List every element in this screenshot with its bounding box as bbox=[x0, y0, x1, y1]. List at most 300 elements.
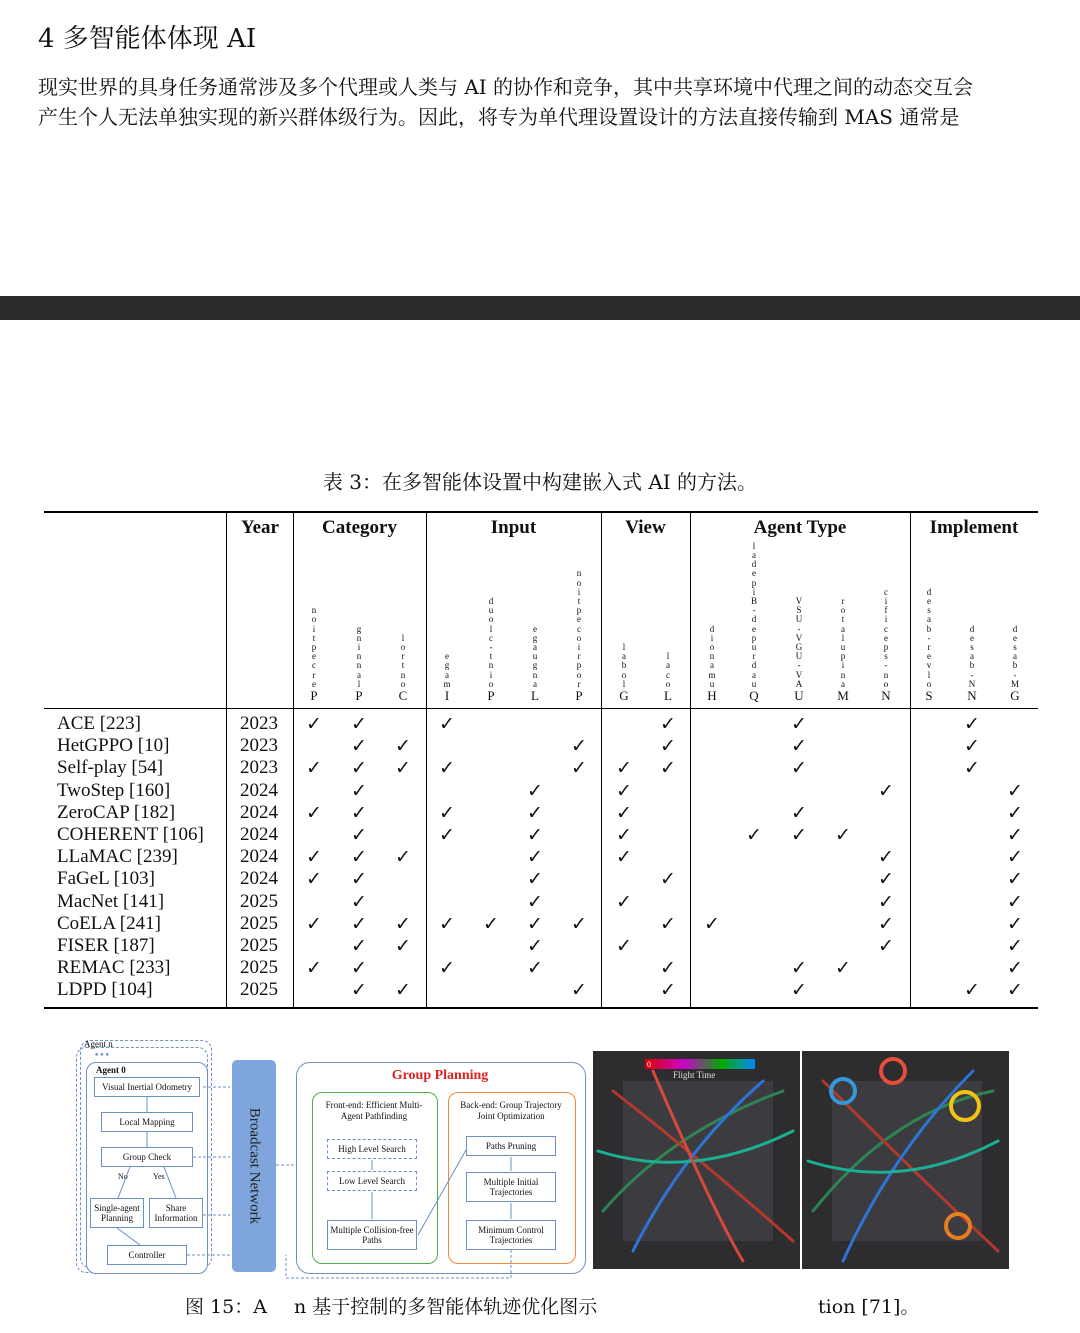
check-mark: ✓ bbox=[1007, 801, 1023, 824]
check-mark: ✓ bbox=[351, 846, 367, 869]
check-mark: ✓ bbox=[351, 757, 367, 780]
check-mark: ✓ bbox=[964, 713, 980, 735]
column-header-char: c bbox=[665, 669, 670, 680]
check-mark: ✓ bbox=[616, 801, 632, 824]
column-header-char: o bbox=[400, 678, 406, 689]
column-header bbox=[876, 530, 896, 702]
column-header-char: r bbox=[577, 651, 581, 662]
check-mark: ✓ bbox=[351, 912, 367, 935]
check-mark: ✓ bbox=[616, 824, 632, 846]
column-header-char: U bbox=[794, 688, 804, 703]
column-header-char: n bbox=[840, 669, 846, 680]
check-mark: ✓ bbox=[835, 824, 851, 846]
check-mark: ✓ bbox=[439, 912, 455, 935]
column-header-char: d bbox=[751, 660, 757, 671]
column-header-char: A bbox=[795, 678, 803, 689]
table-vline bbox=[601, 513, 602, 1007]
vio-box: Visual Inertial Odometry bbox=[94, 1077, 200, 1097]
column-header bbox=[789, 530, 809, 702]
column-header-char: l bbox=[752, 540, 756, 551]
column-header-char: c bbox=[311, 660, 316, 671]
column-header-char: l bbox=[622, 678, 626, 689]
flight-time-label: Flight Time bbox=[673, 1070, 716, 1080]
column-header-char: - bbox=[970, 669, 974, 680]
check-mark: ✓ bbox=[527, 824, 543, 846]
column-header-char: o bbox=[311, 614, 317, 625]
share-info-box: Share Information bbox=[149, 1198, 203, 1228]
section-title: 4 多智能体体现 AI bbox=[38, 24, 257, 54]
column-header-char: a bbox=[751, 549, 756, 560]
frontend-label: Front-end: Efficient Multi-Agent Pathfinding bbox=[325, 1100, 423, 1121]
column-header-char: - bbox=[489, 641, 493, 652]
column-header-char: - bbox=[752, 605, 756, 616]
column-header bbox=[525, 530, 545, 702]
check-mark: ✓ bbox=[351, 935, 367, 957]
low-level-search-box: Low Level Search bbox=[327, 1171, 417, 1191]
column-header-char: - bbox=[1013, 669, 1017, 680]
column-header-char: e bbox=[969, 632, 974, 643]
column-header-char: a bbox=[841, 623, 845, 634]
column-header-char: G bbox=[619, 688, 629, 703]
paragraph-line-2: 产生个人无法单独实现的新兴群体级行为。因此，将专为单代理设置设计的方法直接传输到 MAS 通常是 bbox=[38, 105, 960, 129]
row-method-name: LLaMAC [239] bbox=[57, 846, 178, 868]
column-header-char: p bbox=[576, 605, 582, 616]
column-header bbox=[569, 530, 589, 702]
column-header-char: u bbox=[751, 678, 757, 689]
check-mark: ✓ bbox=[527, 912, 543, 935]
column-header-char: M bbox=[837, 688, 849, 703]
column-header-char: i bbox=[884, 614, 888, 625]
column-header bbox=[437, 530, 457, 702]
column-header-char: c bbox=[576, 623, 581, 634]
column-header-char: S bbox=[796, 605, 802, 616]
check-mark: ✓ bbox=[616, 757, 632, 780]
column-header-char: l bbox=[841, 632, 845, 643]
column-header-char: t bbox=[577, 595, 581, 606]
column-header-char: V bbox=[795, 669, 803, 680]
column-header-char: g bbox=[356, 623, 362, 634]
column-header-char: t bbox=[841, 614, 845, 625]
column-header bbox=[349, 530, 369, 702]
check-mark: ✓ bbox=[878, 912, 894, 935]
column-header bbox=[919, 530, 939, 702]
row-method-name: Self-play [54] bbox=[57, 757, 164, 779]
column-header-char: a bbox=[532, 641, 537, 652]
column-header bbox=[614, 530, 634, 702]
column-header-char: C bbox=[398, 688, 408, 703]
check-mark: ✓ bbox=[878, 935, 894, 957]
yes-label: Yes bbox=[153, 1172, 165, 1181]
check-mark: ✓ bbox=[704, 912, 720, 935]
column-header-char: l bbox=[666, 651, 670, 662]
column-header-char: a bbox=[621, 651, 626, 662]
ellipsis-label: ••• bbox=[94, 1051, 110, 1061]
check-mark: ✓ bbox=[527, 779, 543, 802]
check-mark: ✓ bbox=[791, 713, 807, 735]
colorbar-min-label: 0 bbox=[647, 1060, 651, 1069]
row-year: 2025 bbox=[240, 979, 278, 1001]
table-vline bbox=[293, 513, 294, 1007]
column-header-char: r bbox=[927, 641, 931, 652]
column-header-char: p bbox=[840, 651, 846, 662]
column-header bbox=[962, 530, 982, 702]
check-mark: ✓ bbox=[306, 757, 322, 780]
column-header bbox=[393, 530, 413, 702]
column-header-char: p bbox=[311, 641, 317, 652]
group-header-implement: Implement bbox=[929, 517, 1019, 538]
column-header-char: n bbox=[576, 568, 582, 579]
column-header-char: - bbox=[797, 623, 801, 634]
check-mark: ✓ bbox=[791, 824, 807, 846]
column-header-char: I bbox=[444, 688, 450, 703]
check-mark: ✓ bbox=[351, 824, 367, 846]
paths-pruning-box: Paths Pruning bbox=[466, 1136, 556, 1156]
backend-label: Back-end: Group Trajectory Joint Optimization bbox=[460, 1100, 562, 1121]
check-mark: ✓ bbox=[306, 713, 322, 735]
column-header-char: u bbox=[751, 641, 757, 652]
column-header-char: n bbox=[356, 660, 362, 671]
column-header-char: H bbox=[707, 688, 717, 703]
check-mark: ✓ bbox=[395, 935, 411, 957]
column-header-char: e bbox=[883, 632, 888, 643]
check-mark: ✓ bbox=[1007, 912, 1023, 935]
check-mark: ✓ bbox=[571, 757, 587, 780]
check-mark: ✓ bbox=[1007, 779, 1023, 802]
column-header-char: d bbox=[926, 586, 932, 597]
column-header-char: d bbox=[709, 623, 715, 634]
column-header-char: n bbox=[532, 669, 538, 680]
row-year: 2023 bbox=[240, 735, 278, 757]
column-header-char: i bbox=[710, 632, 714, 643]
column-header-char: i bbox=[489, 669, 493, 680]
column-header-char: r bbox=[752, 651, 756, 662]
column-header-char: P bbox=[355, 688, 363, 703]
check-mark: ✓ bbox=[660, 713, 676, 735]
row-method-name: REMAC [233] bbox=[57, 957, 171, 979]
column-header-char: d bbox=[488, 595, 494, 606]
column-header-char: i bbox=[841, 660, 845, 671]
check-mark: ✓ bbox=[439, 757, 455, 780]
column-header-char: i bbox=[752, 586, 756, 597]
column-header-char: G bbox=[795, 641, 803, 652]
check-mark: ✓ bbox=[439, 801, 455, 824]
check-mark: ✓ bbox=[351, 713, 367, 735]
row-year: 2024 bbox=[240, 801, 278, 823]
row-method-name: TwoStep [160] bbox=[57, 779, 171, 801]
column-header-char: v bbox=[926, 660, 932, 671]
column-header-char: s bbox=[970, 641, 974, 652]
check-mark: ✓ bbox=[791, 801, 807, 824]
single-agent-box: Single-agent Planning bbox=[90, 1198, 144, 1228]
table-bottom-rule bbox=[44, 1007, 1038, 1009]
check-mark: ✓ bbox=[306, 912, 322, 935]
column-header-char: f bbox=[884, 605, 888, 616]
check-mark: ✓ bbox=[351, 957, 367, 980]
column-header-char: o bbox=[576, 577, 582, 588]
row-year: 2024 bbox=[240, 824, 278, 845]
column-header-char: g bbox=[444, 660, 450, 671]
check-mark: ✓ bbox=[351, 735, 367, 758]
column-header-char: o bbox=[883, 678, 889, 689]
check-mark: ✓ bbox=[616, 846, 632, 869]
column-header-char: o bbox=[576, 669, 582, 680]
check-mark: ✓ bbox=[395, 757, 411, 780]
check-mark: ✓ bbox=[878, 779, 894, 802]
column-header bbox=[304, 530, 324, 702]
agent-0-label: Agent 0 bbox=[96, 1065, 126, 1075]
column-header-char: p bbox=[751, 632, 757, 643]
check-mark: ✓ bbox=[351, 979, 367, 1002]
column-header-char: e bbox=[444, 651, 449, 662]
column-header-char: e bbox=[311, 678, 316, 689]
column-header-char: n bbox=[311, 605, 317, 616]
column-header-char: s bbox=[884, 651, 888, 662]
check-mark: ✓ bbox=[1007, 868, 1023, 891]
check-mark: ✓ bbox=[306, 957, 322, 980]
column-header-char: a bbox=[926, 614, 931, 625]
check-mark: ✓ bbox=[660, 957, 676, 980]
check-mark: ✓ bbox=[1007, 935, 1023, 957]
column-header-char: l bbox=[357, 678, 361, 689]
row-year: 2025 bbox=[240, 912, 278, 934]
check-mark: ✓ bbox=[746, 824, 762, 846]
agent-n-label: Agent n bbox=[84, 1039, 113, 1049]
column-header-char: a bbox=[532, 678, 537, 689]
check-mark: ✓ bbox=[835, 957, 851, 980]
column-header-char: p bbox=[751, 577, 757, 588]
check-mark: ✓ bbox=[395, 979, 411, 1002]
column-header-char: U bbox=[795, 614, 803, 625]
row-method-name: CoELA [241] bbox=[57, 912, 161, 934]
check-mark: ✓ bbox=[791, 957, 807, 980]
column-header-char: b bbox=[926, 623, 932, 634]
column-header-char: d bbox=[1012, 623, 1018, 634]
check-mark: ✓ bbox=[527, 868, 543, 891]
column-header-char: e bbox=[576, 614, 581, 625]
check-mark: ✓ bbox=[964, 735, 980, 758]
column-header-char: e bbox=[751, 568, 756, 579]
check-mark: ✓ bbox=[306, 868, 322, 891]
column-header-char: o bbox=[709, 641, 715, 652]
column-header-char: M bbox=[1010, 678, 1020, 689]
column-header-char: N bbox=[967, 688, 977, 703]
table-top-rule bbox=[44, 511, 1038, 513]
trajectory-photos bbox=[593, 1051, 1009, 1269]
check-mark: ✓ bbox=[791, 735, 807, 758]
column-header-char: i bbox=[884, 595, 888, 606]
column-header-char: i bbox=[312, 623, 316, 634]
column-header-char: c bbox=[883, 623, 888, 634]
column-header-char: s bbox=[927, 605, 931, 616]
column-header-char: L bbox=[664, 688, 672, 703]
column-header-char: n bbox=[400, 669, 406, 680]
column-header-char: u bbox=[532, 651, 538, 662]
table-vline bbox=[910, 513, 911, 1007]
column-header-char: b bbox=[969, 660, 975, 671]
column-header-char: e bbox=[1012, 632, 1017, 643]
figure-caption-mid: n 基于控制的多智能体轨迹优化图示 bbox=[294, 1296, 598, 1318]
column-header-char: L bbox=[531, 688, 539, 703]
column-header-char: d bbox=[751, 614, 757, 625]
page-divider-bar bbox=[0, 296, 1080, 320]
row-year: 2025 bbox=[240, 935, 278, 956]
column-header-char: U bbox=[795, 651, 803, 662]
column-header-char: N bbox=[881, 688, 891, 703]
column-header-char: P bbox=[487, 688, 495, 703]
row-method-name: ACE [223] bbox=[57, 713, 141, 734]
column-header-char: p bbox=[576, 660, 582, 671]
row-year: 2024 bbox=[240, 846, 278, 868]
column-header-char: l bbox=[401, 632, 405, 643]
controller-box: Controller bbox=[107, 1245, 187, 1265]
no-label: No bbox=[118, 1172, 128, 1181]
column-header bbox=[833, 530, 853, 702]
planning-arrows bbox=[276, 1060, 586, 1285]
column-header-char: s bbox=[1013, 641, 1017, 652]
check-mark: ✓ bbox=[351, 779, 367, 802]
check-mark: ✓ bbox=[660, 868, 676, 891]
column-header-char: i bbox=[357, 641, 361, 652]
column-header-char: d bbox=[751, 559, 757, 570]
check-mark: ✓ bbox=[351, 890, 367, 913]
column-header-char: i bbox=[577, 586, 581, 597]
column-header-char: o bbox=[400, 641, 406, 652]
column-header-char: r bbox=[312, 669, 316, 680]
column-header-char: o bbox=[621, 669, 627, 680]
column-header-char: d bbox=[969, 623, 975, 634]
check-mark: ✓ bbox=[964, 979, 980, 1002]
column-header-char: - bbox=[884, 660, 888, 671]
column-header-char: b bbox=[1012, 660, 1018, 671]
check-mark: ✓ bbox=[660, 979, 676, 1002]
column-header-char: n bbox=[356, 651, 362, 662]
check-mark: ✓ bbox=[395, 846, 411, 869]
check-mark: ✓ bbox=[878, 846, 894, 869]
column-header-char: b bbox=[621, 660, 627, 671]
column-header-char: e bbox=[751, 623, 756, 634]
high-level-search-box: High Level Search bbox=[327, 1139, 417, 1159]
row-year: 2023 bbox=[240, 713, 278, 734]
column-header-char: e bbox=[926, 595, 931, 606]
figure-caption-right: tion [71]。 bbox=[818, 1296, 920, 1318]
column-header-char: e bbox=[311, 651, 316, 662]
check-mark: ✓ bbox=[878, 868, 894, 891]
check-mark: ✓ bbox=[964, 757, 980, 780]
check-mark: ✓ bbox=[395, 735, 411, 758]
column-header-char: m bbox=[443, 678, 451, 689]
initial-trajectories-box: Multiple Initial Trajectories bbox=[466, 1172, 556, 1202]
column-header-char: t bbox=[401, 660, 405, 671]
row-year: 2024 bbox=[240, 868, 278, 890]
column-header bbox=[481, 530, 501, 702]
check-mark: ✓ bbox=[1007, 890, 1023, 913]
row-method-name: COHERENT [106] bbox=[57, 824, 204, 845]
column-header-char: l bbox=[927, 669, 931, 680]
column-header-char: n bbox=[356, 632, 362, 643]
column-header-char: t bbox=[312, 632, 316, 643]
column-header-char: n bbox=[883, 669, 889, 680]
row-method-name: LDPD [104] bbox=[57, 979, 153, 1001]
row-method-name: HetGPPO [10] bbox=[57, 735, 170, 757]
row-year: 2025 bbox=[240, 957, 278, 979]
column-header-char: e bbox=[532, 623, 537, 634]
column-header-char: P bbox=[575, 688, 583, 703]
check-mark: ✓ bbox=[1007, 824, 1023, 846]
check-mark: ✓ bbox=[660, 912, 676, 935]
check-mark: ✓ bbox=[1007, 846, 1023, 869]
column-header-char: o bbox=[488, 614, 494, 625]
column-header-char: o bbox=[488, 678, 494, 689]
check-mark: ✓ bbox=[439, 824, 455, 846]
column-header-char: l bbox=[622, 641, 626, 652]
column-header bbox=[1005, 530, 1025, 702]
column-header-char: r bbox=[401, 651, 405, 662]
year-header: Year bbox=[241, 517, 279, 538]
column-header-char: a bbox=[969, 651, 974, 662]
check-mark: ✓ bbox=[616, 890, 632, 913]
check-mark: ✓ bbox=[571, 912, 587, 935]
column-header-char: V bbox=[795, 632, 803, 643]
column-header-char: o bbox=[840, 605, 846, 616]
column-header-char: c bbox=[883, 586, 888, 597]
check-mark: ✓ bbox=[439, 957, 455, 980]
column-header-char: N bbox=[968, 678, 976, 689]
check-mark: ✓ bbox=[616, 779, 632, 802]
column-header-char: a bbox=[444, 669, 449, 680]
check-mark: ✓ bbox=[660, 757, 676, 780]
row-year: 2024 bbox=[240, 779, 278, 801]
check-mark: ✓ bbox=[660, 735, 676, 758]
check-mark: ✓ bbox=[351, 801, 367, 824]
check-mark: ✓ bbox=[791, 757, 807, 780]
column-header-char: o bbox=[665, 678, 671, 689]
check-mark: ✓ bbox=[527, 935, 543, 957]
check-mark: ✓ bbox=[306, 846, 322, 869]
check-mark: ✓ bbox=[395, 912, 411, 935]
column-header-char: u bbox=[840, 641, 846, 652]
column-header-char: a bbox=[709, 660, 714, 671]
check-mark: ✓ bbox=[527, 846, 543, 869]
column-header-char: - bbox=[927, 632, 931, 643]
check-mark: ✓ bbox=[571, 979, 587, 1002]
column-header-char: m bbox=[708, 669, 716, 680]
column-header-char: p bbox=[883, 641, 889, 652]
figure-caption-left: 图 15：A bbox=[185, 1296, 267, 1318]
column-header-char: r bbox=[577, 678, 581, 689]
min-control-box: Minimum Control Trajectories bbox=[466, 1220, 556, 1250]
check-mark: ✓ bbox=[527, 801, 543, 824]
row-year: 2025 bbox=[240, 890, 278, 912]
column-header-char: a bbox=[841, 678, 845, 689]
check-mark: ✓ bbox=[527, 957, 543, 980]
check-mark: ✓ bbox=[306, 801, 322, 824]
check-mark: ✓ bbox=[351, 868, 367, 891]
column-header-char: o bbox=[576, 632, 582, 643]
column-header-char: u bbox=[488, 605, 494, 616]
check-mark: ✓ bbox=[439, 713, 455, 735]
local-mapping-box: Local Mapping bbox=[101, 1112, 193, 1132]
column-header-char: o bbox=[926, 678, 932, 689]
paragraph-line-1: 现实世界的具身任务通常涉及多个代理或人类与 AI 的协作和竞争，其中共享环境中代理之间的动态交互会 bbox=[38, 75, 974, 99]
group-header-category: Category bbox=[322, 517, 397, 538]
collision-free-box: Multiple Collision-free Paths bbox=[327, 1220, 417, 1250]
group-header-view: View bbox=[625, 517, 666, 538]
column-header-char: l bbox=[489, 623, 493, 634]
check-mark: ✓ bbox=[1007, 979, 1023, 1002]
column-header-char: i bbox=[577, 641, 581, 652]
column-header-char: V bbox=[795, 595, 803, 606]
column-header-char: e bbox=[926, 651, 931, 662]
